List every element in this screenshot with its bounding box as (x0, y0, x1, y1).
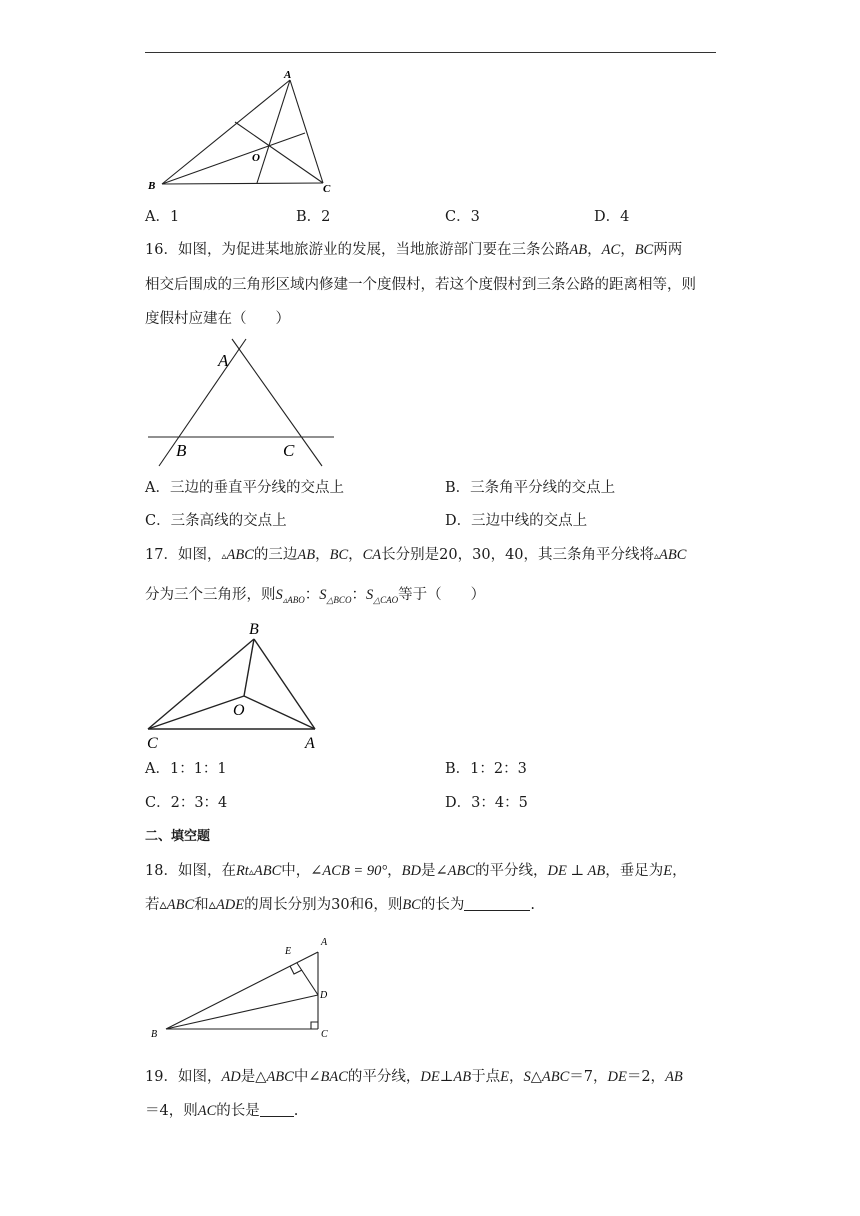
q18-label-a: A (321, 937, 328, 948)
q16-line-2: 相交后围成的三角形区域内修建一个度假村，若这个度假村到三条公路的距离相等，则 (145, 277, 696, 293)
answer-blank[interactable] (260, 1102, 294, 1117)
q15-side-bc (162, 183, 323, 184)
q18-label-e: E (285, 946, 292, 957)
q15-figure (145, 65, 345, 195)
q17-option-d[interactable]: D．3：4：5 (445, 795, 528, 811)
q16-figure (145, 338, 345, 470)
q15-label-a: A (284, 69, 292, 81)
q16-line-3: 度假村应建在（ ） (145, 311, 290, 327)
option-text: 3 (470, 209, 480, 225)
q18-perp-de (297, 963, 318, 995)
option-letter: B． (296, 209, 322, 225)
q17-label-c: C (147, 735, 158, 752)
q15-cevian-a (257, 80, 290, 183)
q19-line-1: 19．如图，AD是△ABC中∠BAC的平分线，DE⊥AB于点E，S△ABC＝7，DE＝2，AB (145, 1069, 683, 1085)
q17-label-b: B (249, 621, 259, 638)
q18-label-c: C (321, 1029, 328, 1040)
q17-line-1: 17．如图，▵ABC的三边AB，BC，CA长分别是20，30，40，其三条角平分线将▵ABC (145, 547, 687, 563)
q15-option-a[interactable] (145, 207, 179, 227)
q15-cevian-b (162, 133, 305, 184)
q16-option-c[interactable]: C．三条高线的交点上 (145, 513, 287, 529)
option-letter: A． (145, 209, 170, 225)
q15-label-b: B (148, 180, 156, 192)
q17-option-a[interactable]: A．1：1：1 (145, 761, 227, 777)
q15-side-ac (290, 80, 323, 183)
q18-right-angle-c (311, 1022, 318, 1029)
q17-figure (145, 615, 345, 755)
q18-label-b: B (151, 1029, 158, 1040)
header-rule (145, 52, 716, 53)
q18-figure (145, 930, 345, 1042)
q15-side-ab (162, 80, 290, 184)
q15-label-o: O (252, 152, 260, 164)
q17-bisector-b (244, 639, 254, 696)
q17-bisector-c (148, 696, 244, 729)
q17-label-a: A (305, 735, 315, 752)
q17-option-b[interactable]: B．1：2：3 (445, 761, 527, 777)
q17-option-c[interactable]: C．2：3：4 (145, 795, 228, 811)
q16-option-b[interactable]: B．三条角平分线的交点上 (445, 480, 616, 496)
option-text: 1 (169, 209, 180, 225)
option-letter: C． (445, 209, 471, 225)
q15-label-c: C (323, 183, 331, 195)
q16-label-b: B (176, 441, 187, 460)
q15-option-b[interactable] (296, 207, 330, 227)
q16-road-ab (159, 339, 246, 466)
option-text: 4 (620, 209, 630, 225)
q19-line-2: ＝4，则AC的长是 . (145, 1103, 299, 1119)
q15-option-d[interactable] (594, 207, 629, 227)
q15-option-c[interactable] (445, 207, 480, 227)
option-text: 2 (321, 209, 331, 225)
q16-option-a[interactable]: A．三边的垂直平分线的交点上 (145, 480, 344, 496)
section-heading: 二、填空题 (145, 829, 211, 844)
q17-line-2: 分为三个三角形，则$S_{▵ABO}$：$S_{\triangle BCO}$：$S_{\triangle CAO}$等于（ ） (145, 587, 486, 605)
q17-label-o: O (233, 702, 245, 719)
q16-line-1: 16．如图，为促进某地旅游业的发展，当地旅游部门要在三条公路AB，AC，BC两两 (145, 242, 683, 258)
q18-label-d: D (320, 990, 328, 1001)
q16-option-d[interactable]: D．三边中线的交点上 (445, 513, 588, 529)
q18-bisector-bd (166, 995, 318, 1029)
q18-line-1: 18．如图，在Rt▵ABC中，∠ACB = 90°，BD是∠ABC的平分线，DE ⊥ AB，垂足为E， (145, 863, 687, 879)
q15-cevian-c (235, 122, 323, 183)
q16-label-c: C (283, 441, 295, 460)
option-letter: D． (594, 209, 621, 225)
q16-label-a: A (218, 351, 229, 370)
q16-road-ac (232, 339, 322, 466)
q18-line-2: 若▵ABC和▵ADE的周长分别为30和6，则BC的长为 . (145, 897, 535, 913)
q18-side-ba (166, 952, 318, 1029)
answer-blank[interactable] (464, 896, 530, 911)
